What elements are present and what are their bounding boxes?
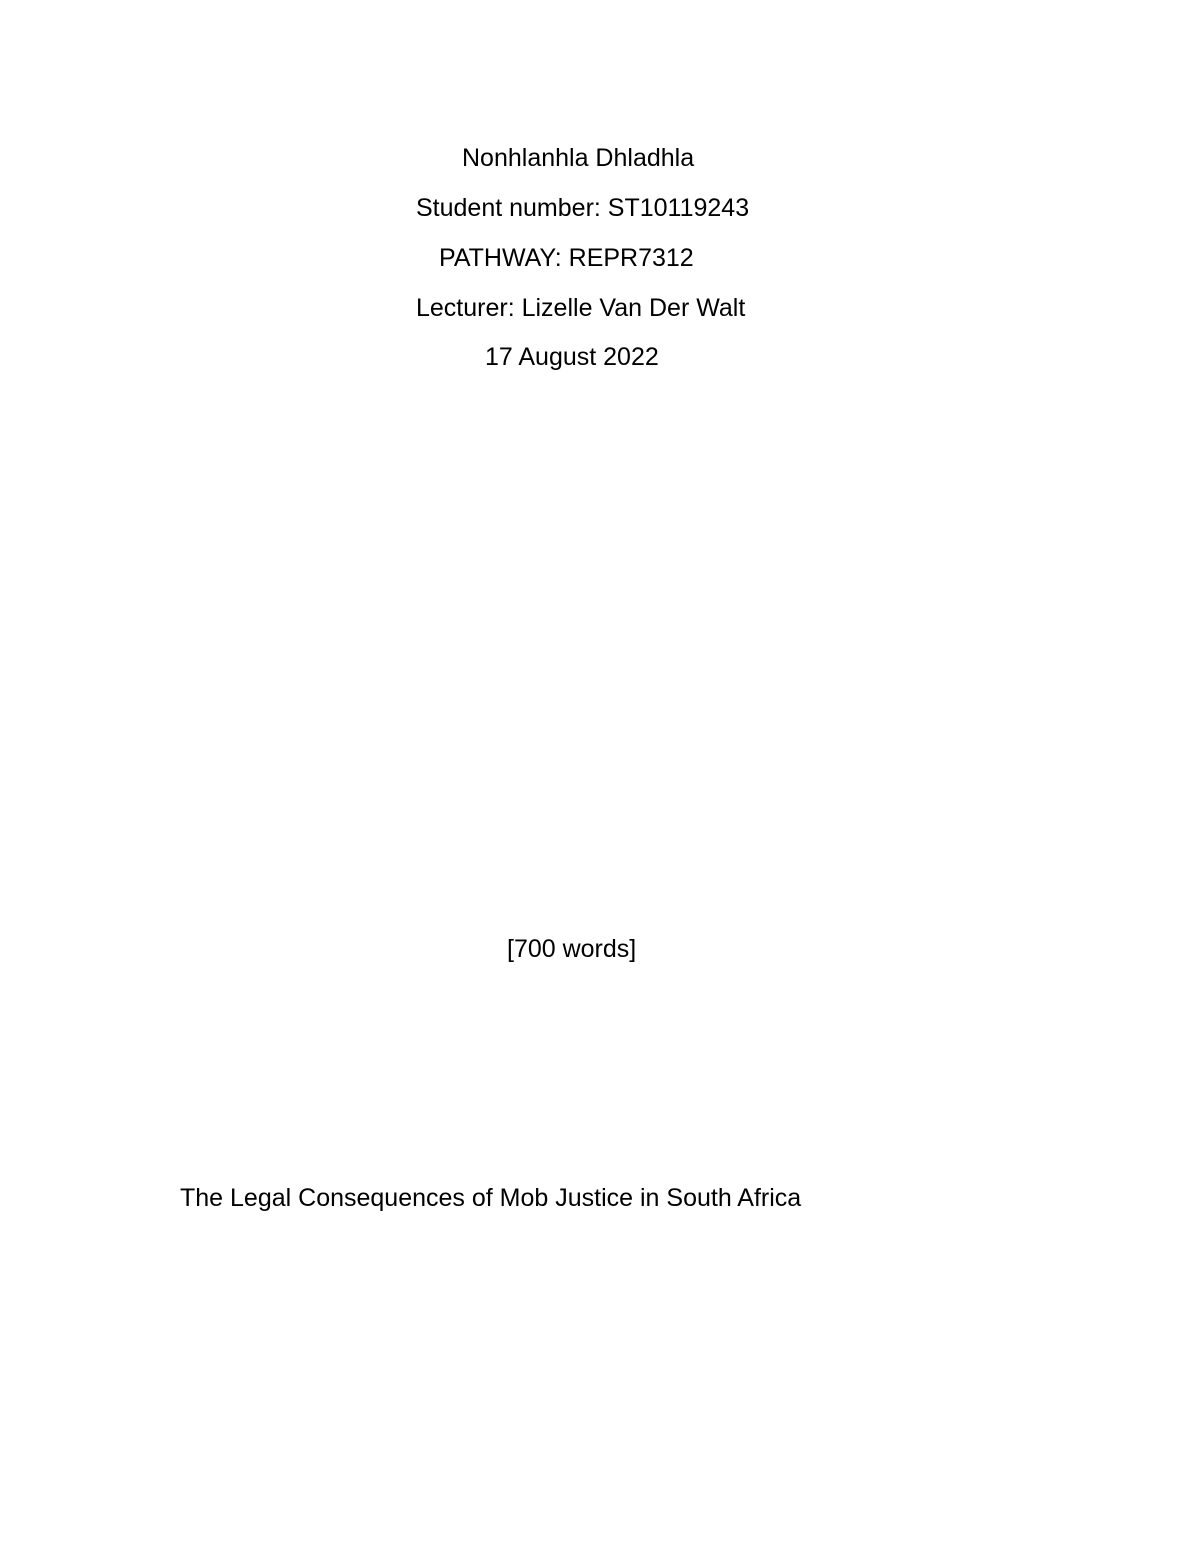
student-number: Student number: ST10119243 — [416, 194, 750, 222]
pathway-code: PATHWAY: REPR7312 — [439, 244, 694, 272]
document-title: The Legal Consequences of Mob Justice in South Africa — [180, 1184, 802, 1212]
submission-date: 17 August 2022 — [485, 343, 659, 371]
author-name: Nonhlanhla Dhladhla — [462, 144, 695, 172]
word-count: [700 words] — [507, 935, 637, 963]
lecturer-name: Lecturer: Lizelle Van Der Walt — [416, 294, 746, 322]
